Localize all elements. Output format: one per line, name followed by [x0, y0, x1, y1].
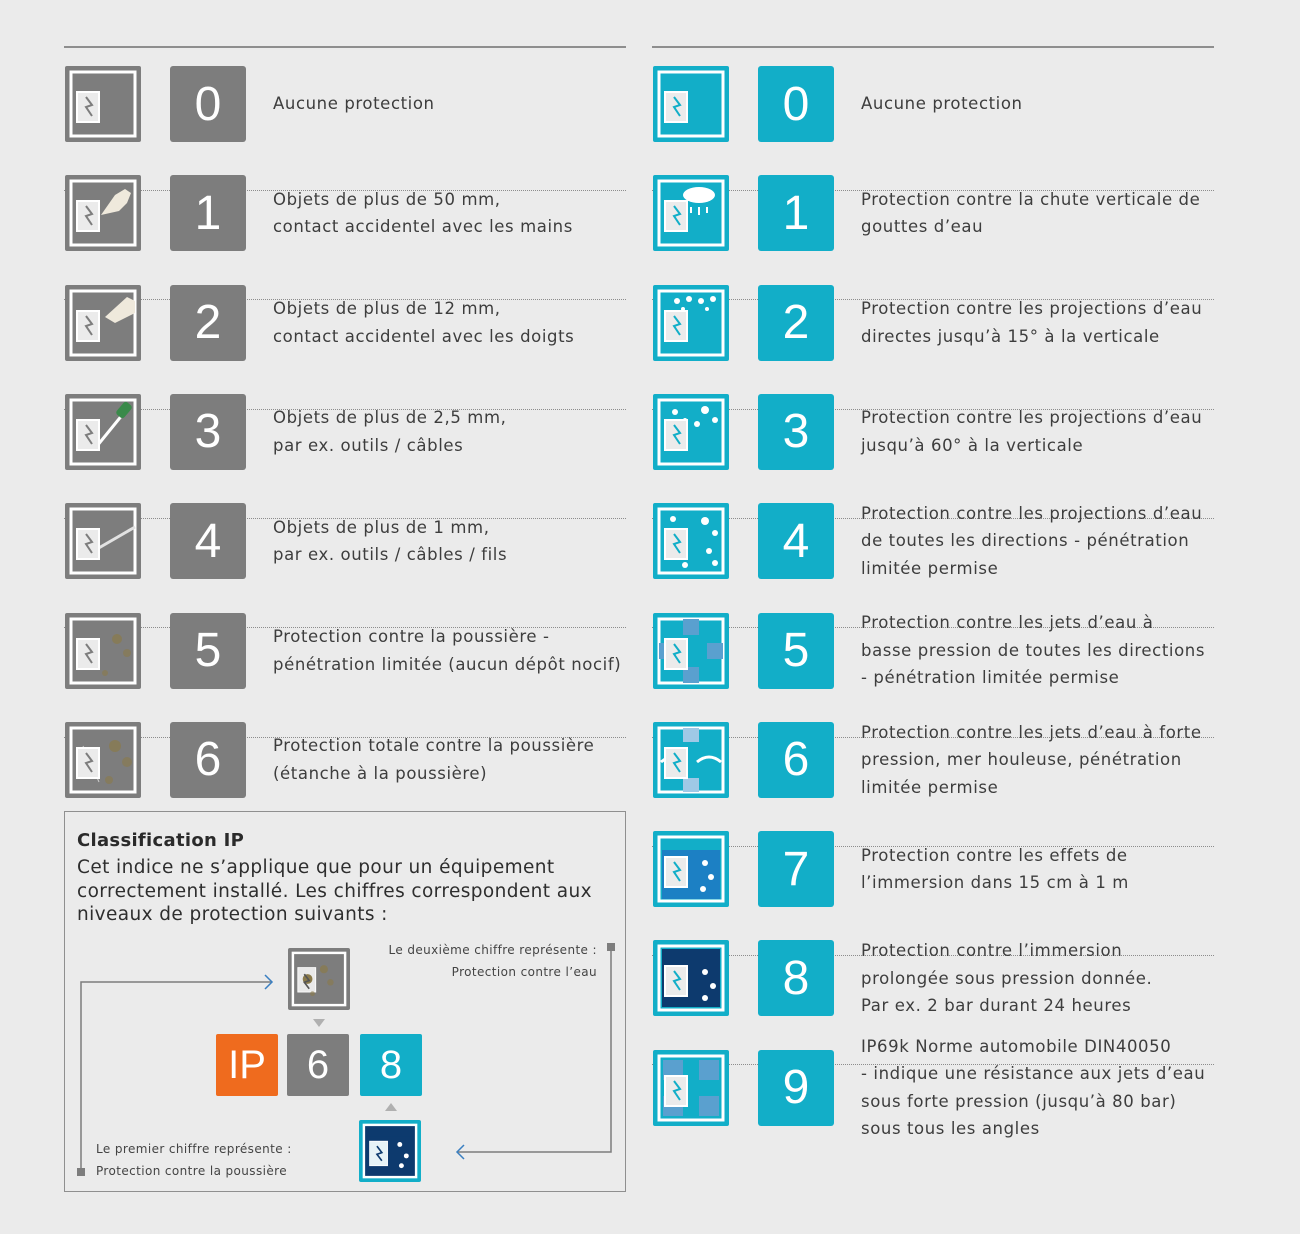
drops-60-icon [653, 394, 729, 470]
first-digit-box: 6 [287, 1034, 349, 1096]
water-row-2 [652, 285, 1214, 393]
water-digit-box: 8 [758, 940, 834, 1016]
second-digit-box: 8 [360, 1034, 422, 1096]
no-protection-icon [65, 66, 141, 142]
rain-cloud-icon [653, 175, 729, 251]
water-description: Protection contre l’immersion prolongée sous pression donnée. Par ex. 2 bar durant 24 heures [861, 941, 1153, 1016]
water-description: IP69k Norme automobile DIN40050 - indique une résistance aux jets d’eau sous forte pression (jusqu’à 80 bar) sous tous les angles [861, 1036, 1206, 1139]
classification-title: Classification IP [77, 830, 245, 851]
water-description: Protection contre les jets d’eau à forte pression, mer houleuse, pénétration limitée permise [861, 722, 1202, 797]
water-description: Aucune protection [861, 94, 1023, 114]
water-row-3 [652, 394, 1214, 502]
solid-description: Objets de plus de 1 mm, par ex. outils / câbles / fils [273, 517, 508, 565]
solid-description: Protection totale contre la poussière (étanche à la poussière) [273, 736, 595, 783]
jets-auto-icon [653, 1050, 729, 1126]
water-digit-box: 3 [758, 394, 834, 470]
water-row-7 [652, 831, 1214, 939]
solid-digit-box: 3 [170, 394, 246, 470]
second-digit-line2: Protection contre l’eau [451, 965, 597, 979]
hand-icon [65, 175, 141, 251]
water-digit-box: 2 [758, 285, 834, 361]
water-digit-box: 6 [758, 722, 834, 798]
solid-digit-box: 2 [170, 285, 246, 361]
drops-15-icon [653, 285, 729, 361]
wire-icon [65, 503, 141, 579]
solid-description: Protection contre la poussière - pénétration limitée (aucun dépôt nocif) [273, 627, 622, 674]
solid-row-2 [64, 285, 626, 393]
solid-digit-box: 4 [170, 503, 246, 579]
dust-partial-icon [65, 613, 141, 689]
solid-digit-box: 0 [170, 66, 246, 142]
water-digit-box: 7 [758, 831, 834, 907]
water-description: Protection contre les projections d’eau de toutes les directions - pénétration limitée permise [861, 503, 1203, 578]
divider [64, 46, 626, 48]
immersion-deep-icon [359, 1120, 421, 1182]
water-row-5 [652, 613, 1214, 721]
water-column [652, 46, 1214, 1139]
classification-box [64, 811, 626, 1192]
ip-label-box: IP [216, 1034, 278, 1096]
water-digit-box: 9 [758, 1050, 834, 1126]
finger-icon [65, 285, 141, 361]
first-digit-line1: Le premier chiffre représente : [96, 1142, 292, 1156]
water-row-4 [652, 503, 1214, 611]
classification-text: Cet indice ne s’applique que pour un équipement correctement installé. Les chiffres correspondent aux niveaux de protection suivants : [77, 857, 592, 925]
immersion-icon [653, 831, 729, 907]
second-digit-line1: Le deuxième chiffre représente : [388, 943, 597, 957]
solid-row-3 [64, 394, 626, 502]
water-description: Protection contre les projections d’eau jusqu’à 60° à la verticale [861, 408, 1203, 455]
water-row-9 [652, 1036, 1214, 1158]
water-digit-box: 4 [758, 503, 834, 579]
dust-total-icon [288, 948, 350, 1010]
drops-all-icon [653, 503, 729, 579]
water-digit-box: 5 [758, 613, 834, 689]
solid-digit-box: 6 [170, 722, 246, 798]
immersion-deep-icon [653, 940, 729, 1016]
dust-total-icon [65, 722, 141, 798]
solid-row-4 [64, 503, 626, 611]
water-digit-box: 0 [758, 66, 834, 142]
water-digit-box: 1 [758, 175, 834, 251]
solid-description: Objets de plus de 2,5 mm, par ex. outils / câbles [273, 408, 507, 455]
water-row-0 [652, 66, 1214, 174]
water-description: Protection contre les effets de l’immersion dans 15 cm à 1 m [861, 845, 1129, 893]
no-protection-icon [653, 66, 729, 142]
water-description: Protection contre la chute verticale de gouttes d’eau [861, 189, 1201, 237]
solids-column [64, 46, 626, 787]
solid-description: Objets de plus de 50 mm, contact accidentel avec les mains [273, 189, 573, 237]
jets-low-icon [653, 613, 729, 689]
water-description: Protection contre les jets d’eau à basse pression de toutes les directions - pénétration limitée permise [861, 613, 1206, 688]
water-row-6 [652, 722, 1214, 830]
divider [652, 46, 1214, 48]
jets-high-icon [653, 722, 729, 798]
solid-row-0 [64, 66, 626, 174]
solid-row-5 [64, 613, 626, 721]
water-row-1 [652, 175, 1214, 283]
water-description: Protection contre les projections d’eau directes jusqu’à 15° à la verticale [861, 299, 1203, 346]
solid-description: Aucune protection [273, 94, 435, 114]
first-digit-line2: Protection contre la poussière [96, 1164, 287, 1178]
solid-row-1 [64, 175, 626, 283]
screwdriver-icon [65, 394, 141, 470]
solid-digit-box: 1 [170, 175, 246, 251]
solid-description: Objets de plus de 12 mm, contact accidentel avec les doigts [273, 299, 575, 346]
solid-digit-box: 5 [170, 613, 246, 689]
